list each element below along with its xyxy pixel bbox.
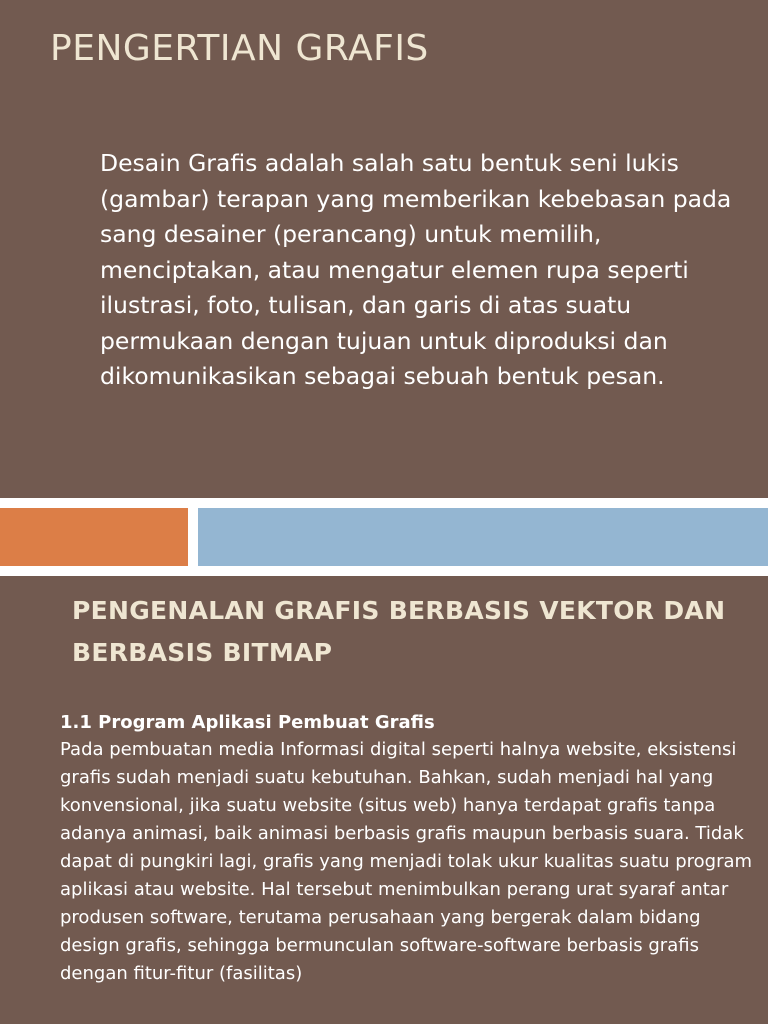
slide-1-title: PENGERTIAN GRAFIS [50,28,429,69]
slide-2-body-text: Pada pembuatan media Informasi digital seperti halnya website, eksistensi grafis sudah menjadi suatu kebutuhan. Bahkan, sudah menjadi hal yang konvensional, jika suatu website (situs web) hanya terdapat grafis tanpa adanya animasi, baik animasi berbasis grafis maupun berbasis suara. Tidak dapat di pungkiri lagi, grafis yang menjadi tolak ukur kualitas suatu program aplikasi atau website. Hal tersebut menimbulkan perang urat syaraf antar produsen software, terutama perusahaan yang bergerak dalam bidang design grafis, sehingga bermunculan software-software berbasis grafis dengan fitur-fitur (fasilitas) [60,739,753,984]
slide-2-title: PENGENALAN GRAFIS BERBASIS VEKTOR DAN BERBASIS BITMAP [72,596,726,667]
slide-2-subheading: 1.1 Program Aplikasi Pembuat Grafis [60,712,435,733]
accent-bar-blue [198,508,768,566]
slide-1-body-text: Desain Grafis adalah salah satu bentuk seni lukis (gambar) terapan yang memberikan kebebasan pada sang desainer (perancang) untuk memilih, menciptakan, atau mengatur elemen rupa seperti ilustrasi, foto, tulisan, dan garis di atas suatu permukaan dengan tujuan untuk diproduksi dan dikomunikasikan sebagai sebuah bentuk pesan. [100,149,732,390]
accent-bar-orange [0,508,188,566]
